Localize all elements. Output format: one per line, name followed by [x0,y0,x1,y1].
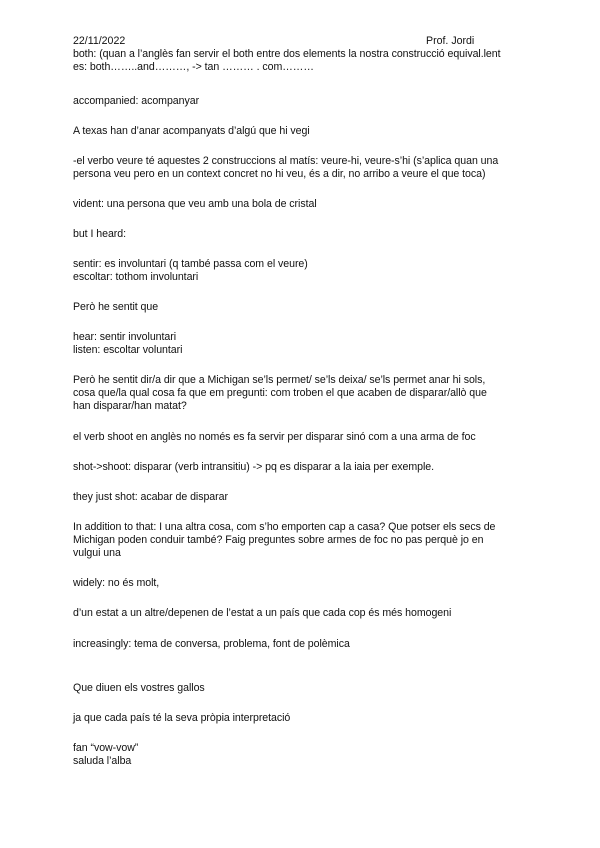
text-line: ja que cada país té la seva pròpia interpretació [73,712,291,724]
text-line: shot->shoot: disparar (verb intransitiu) -> pq es disparar a la iaia per exemple. [73,461,435,473]
text-line: accompanied: acompanyar [73,95,200,107]
text-line: increasingly: tema de conversa, problema, font de polèmica [73,638,350,650]
text-line: cosa que/la qual cosa fa que em pregunti: com troben el que acaben de disparar/allò que [73,387,487,399]
text-line: Michigan poden conduir també? Faig preguntes sobre armes de foc no pas perquè jo en [73,534,484,546]
header-date: 22/11/2022 [73,35,126,47]
header-professor: Prof. Jordi [426,35,475,47]
text-line: -el verbo veure té aquestes 2 construccions al matís: veure-hi, veure-s’hi (s’aplica quan una [73,155,499,167]
text-line: Però he sentit que [73,301,159,313]
text-line: fan “vow-vow” [73,742,139,754]
text-line: sentir: es involuntari (q també passa com el veure) [73,258,308,270]
text-line: han disparar/han matat? [73,400,187,412]
text-line: es: both……..and………, -> tan ……… . com……… [73,61,314,73]
text-line: listen: escoltar voluntari [73,344,183,356]
text-line: A texas han d’anar acompanyats d’algú que hi vegi [73,125,310,137]
text-line: persona veu pero en un context concret no hi veu, és a dir, no arribo a veure el que toca) [73,168,486,180]
text-line: Però he sentit dir/a dir que a Michigan se’ls permet/ se’ls deixa/ se’ls permet anar hi sols, [73,374,486,386]
text-line: vulgui una [73,547,121,559]
text-line: hear: sentir involuntari [73,331,177,343]
text-line: Que diuen els vostres gallos [73,682,205,694]
text-line: escoltar: tothom involuntari [73,271,199,283]
text-line: they just shot: acabar de disparar [73,491,228,503]
text-line: saluda l’alba [73,755,132,767]
text-line: both: (quan a l’anglès fan servir el both entre dos elements la nostra construcció equival.lent [73,48,501,60]
text-line: widely: no és molt, [73,577,160,589]
text-line: el verb shoot en anglès no només es fa servir per disparar sinó com a una arma de foc [73,431,476,443]
text-line: vident: una persona que veu amb una bola de cristal [73,198,317,210]
text-line: but I heard: [73,228,126,240]
text-line: d’un estat a un altre/depenen de l’estat a un país que cada cop és més homogeni [73,607,452,619]
text-line: In addition to that: I una altra cosa, com s’ho emporten cap a casa? Que potser els secs de [73,521,496,533]
